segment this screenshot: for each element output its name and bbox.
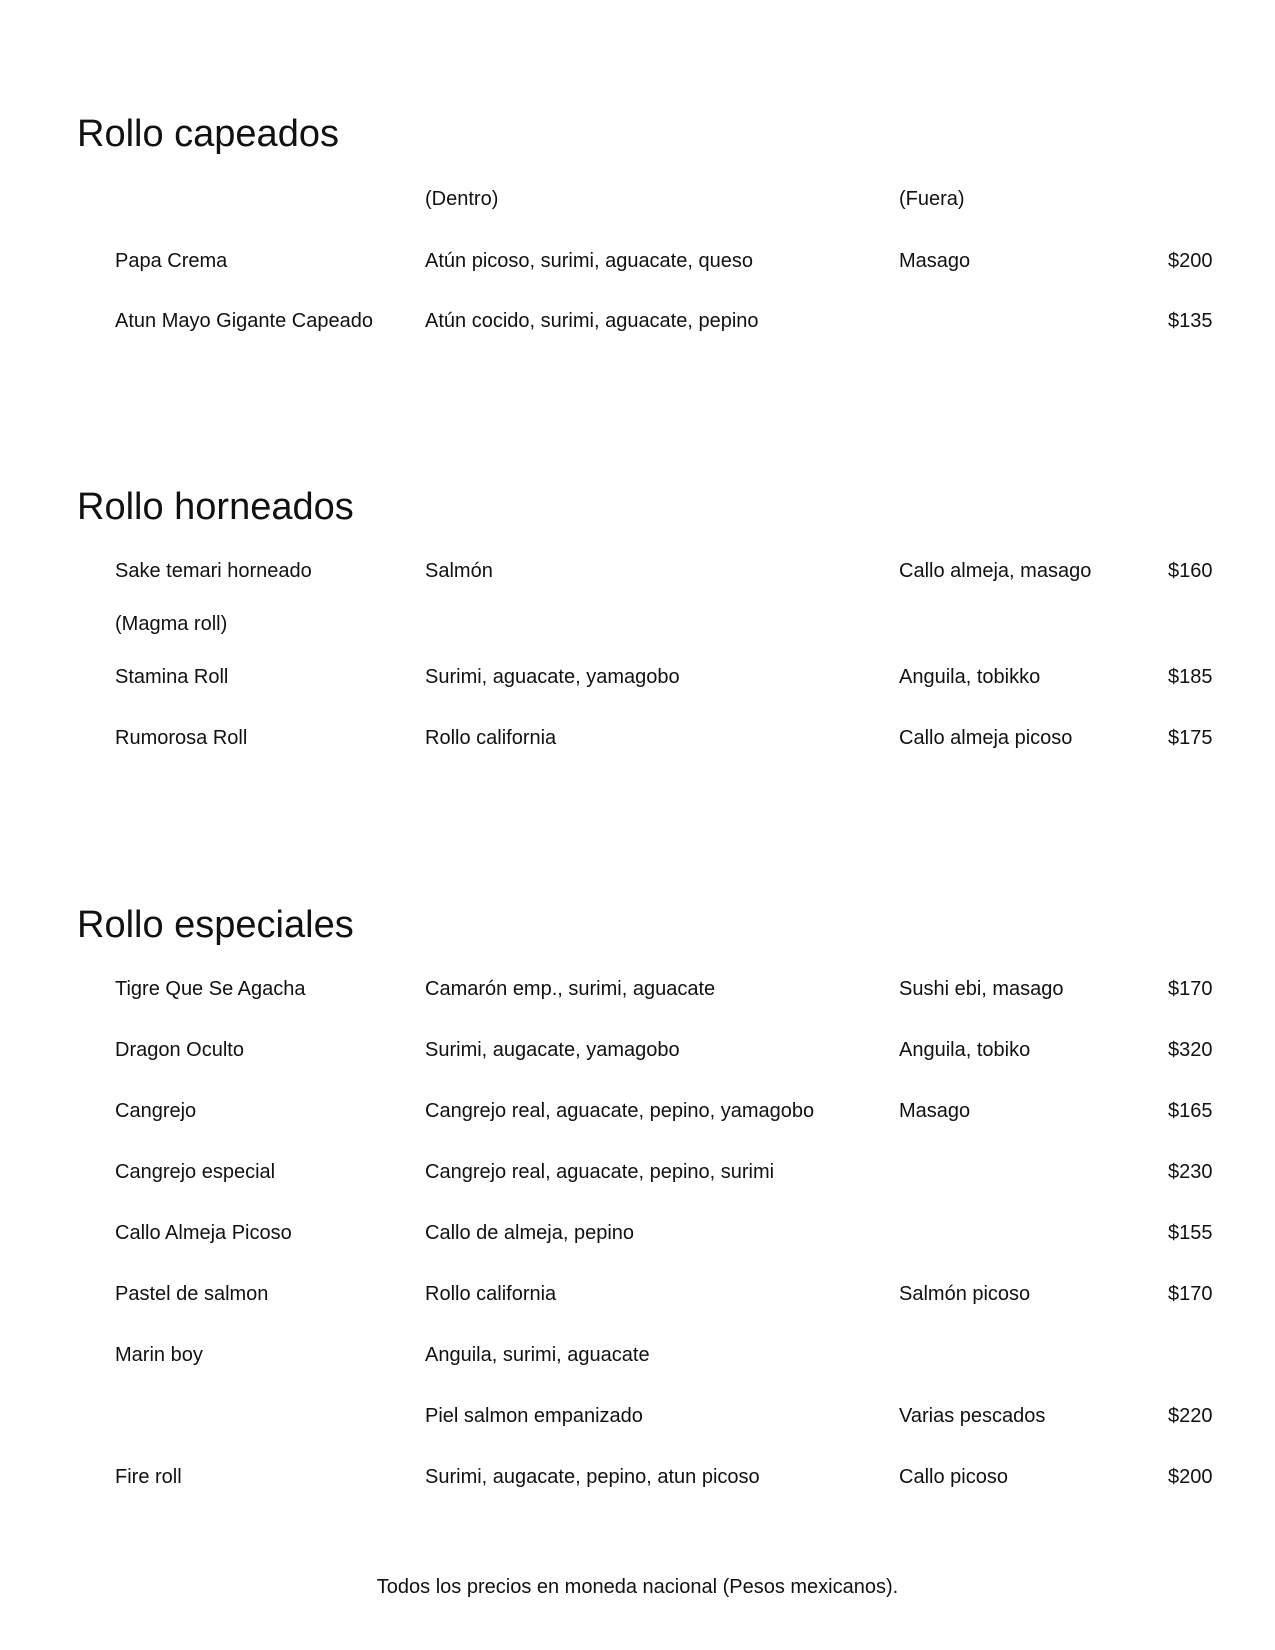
roll-name: Fire roll	[115, 1466, 182, 1488]
roll-outside: Anguila, tobiko	[899, 1039, 1031, 1061]
roll-name-subtitle: (Magma roll)	[115, 613, 228, 635]
roll-inside: Atún picoso, surimi, aguacate, queso	[425, 250, 753, 272]
roll-outside: Salmón picoso	[899, 1283, 1031, 1305]
roll-inside: Atún cocido, surimi, aguacate, pepino	[425, 310, 759, 332]
roll-name: Sake temari horneado	[115, 560, 312, 582]
roll-name: Dragon Oculto	[115, 1039, 244, 1061]
price-currency-note: Todos los precios en moneda nacional (Pesos mexicanos).	[376, 1576, 899, 1598]
section-title-especiales: Rollo especiales	[77, 904, 354, 946]
roll-price: $185	[1168, 666, 1213, 688]
roll-name: Tigre Que Se Agacha	[115, 978, 306, 1000]
roll-price: $155	[1168, 1222, 1213, 1244]
roll-name: Stamina Roll	[115, 666, 229, 688]
roll-inside: Salmón	[425, 560, 493, 582]
roll-outside: Masago	[899, 250, 971, 272]
roll-outside: Sushi ebi, masago	[899, 978, 1064, 1000]
roll-price: $170	[1168, 1283, 1213, 1305]
roll-name: Marin boy	[115, 1344, 203, 1366]
roll-inside: Surimi, augacate, pepino, atun picoso	[425, 1466, 760, 1488]
roll-name: Rumorosa Roll	[115, 727, 248, 749]
section-title-horneados: Rollo horneados	[77, 486, 354, 528]
roll-name: Cangrejo	[115, 1100, 197, 1122]
roll-outside: Callo almeja picoso	[899, 727, 1073, 749]
roll-inside: Camarón emp., surimi, aguacate	[425, 978, 716, 1000]
roll-name: Papa Crema	[115, 250, 228, 272]
roll-price: $135	[1168, 310, 1213, 332]
roll-inside: Piel salmon empanizado	[425, 1405, 643, 1427]
roll-inside: Rollo california	[425, 727, 557, 749]
roll-price: $220	[1168, 1405, 1213, 1427]
roll-outside: Masago	[899, 1100, 971, 1122]
roll-inside: Rollo california	[425, 1283, 557, 1305]
roll-outside: Callo almeja, masago	[899, 560, 1092, 582]
roll-price: $200	[1168, 250, 1213, 272]
roll-outside: Varias pescados	[899, 1405, 1046, 1427]
roll-inside: Surimi, augacate, yamagobo	[425, 1039, 680, 1061]
roll-price: $230	[1168, 1161, 1213, 1183]
roll-inside: Surimi, aguacate, yamagobo	[425, 666, 680, 688]
roll-price: $320	[1168, 1039, 1213, 1061]
roll-price: $175	[1168, 727, 1213, 749]
roll-outside: Callo picoso	[899, 1466, 1008, 1488]
roll-inside: Anguila, surimi, aguacate	[425, 1344, 650, 1366]
roll-inside: Callo de almeja, pepino	[425, 1222, 635, 1244]
column-header-outside: (Fuera)	[899, 188, 965, 210]
roll-price: $200	[1168, 1466, 1213, 1488]
roll-inside: Cangrejo real, aguacate, pepino, surimi	[425, 1161, 775, 1183]
roll-name: Pastel de salmon	[115, 1283, 269, 1305]
column-header-inside: (Dentro)	[425, 188, 499, 210]
roll-inside: Cangrejo real, aguacate, pepino, yamagobo	[425, 1100, 815, 1122]
roll-name: Cangrejo especial	[115, 1161, 276, 1183]
roll-price: $160	[1168, 560, 1213, 582]
roll-name: Callo Almeja Picoso	[115, 1222, 292, 1244]
roll-name: Atun Mayo Gigante Capeado	[115, 310, 373, 332]
roll-outside: Anguila, tobikko	[899, 666, 1041, 688]
roll-price: $165	[1168, 1100, 1213, 1122]
roll-price: $170	[1168, 978, 1213, 1000]
section-title-capeados: Rollo capeados	[77, 113, 339, 155]
